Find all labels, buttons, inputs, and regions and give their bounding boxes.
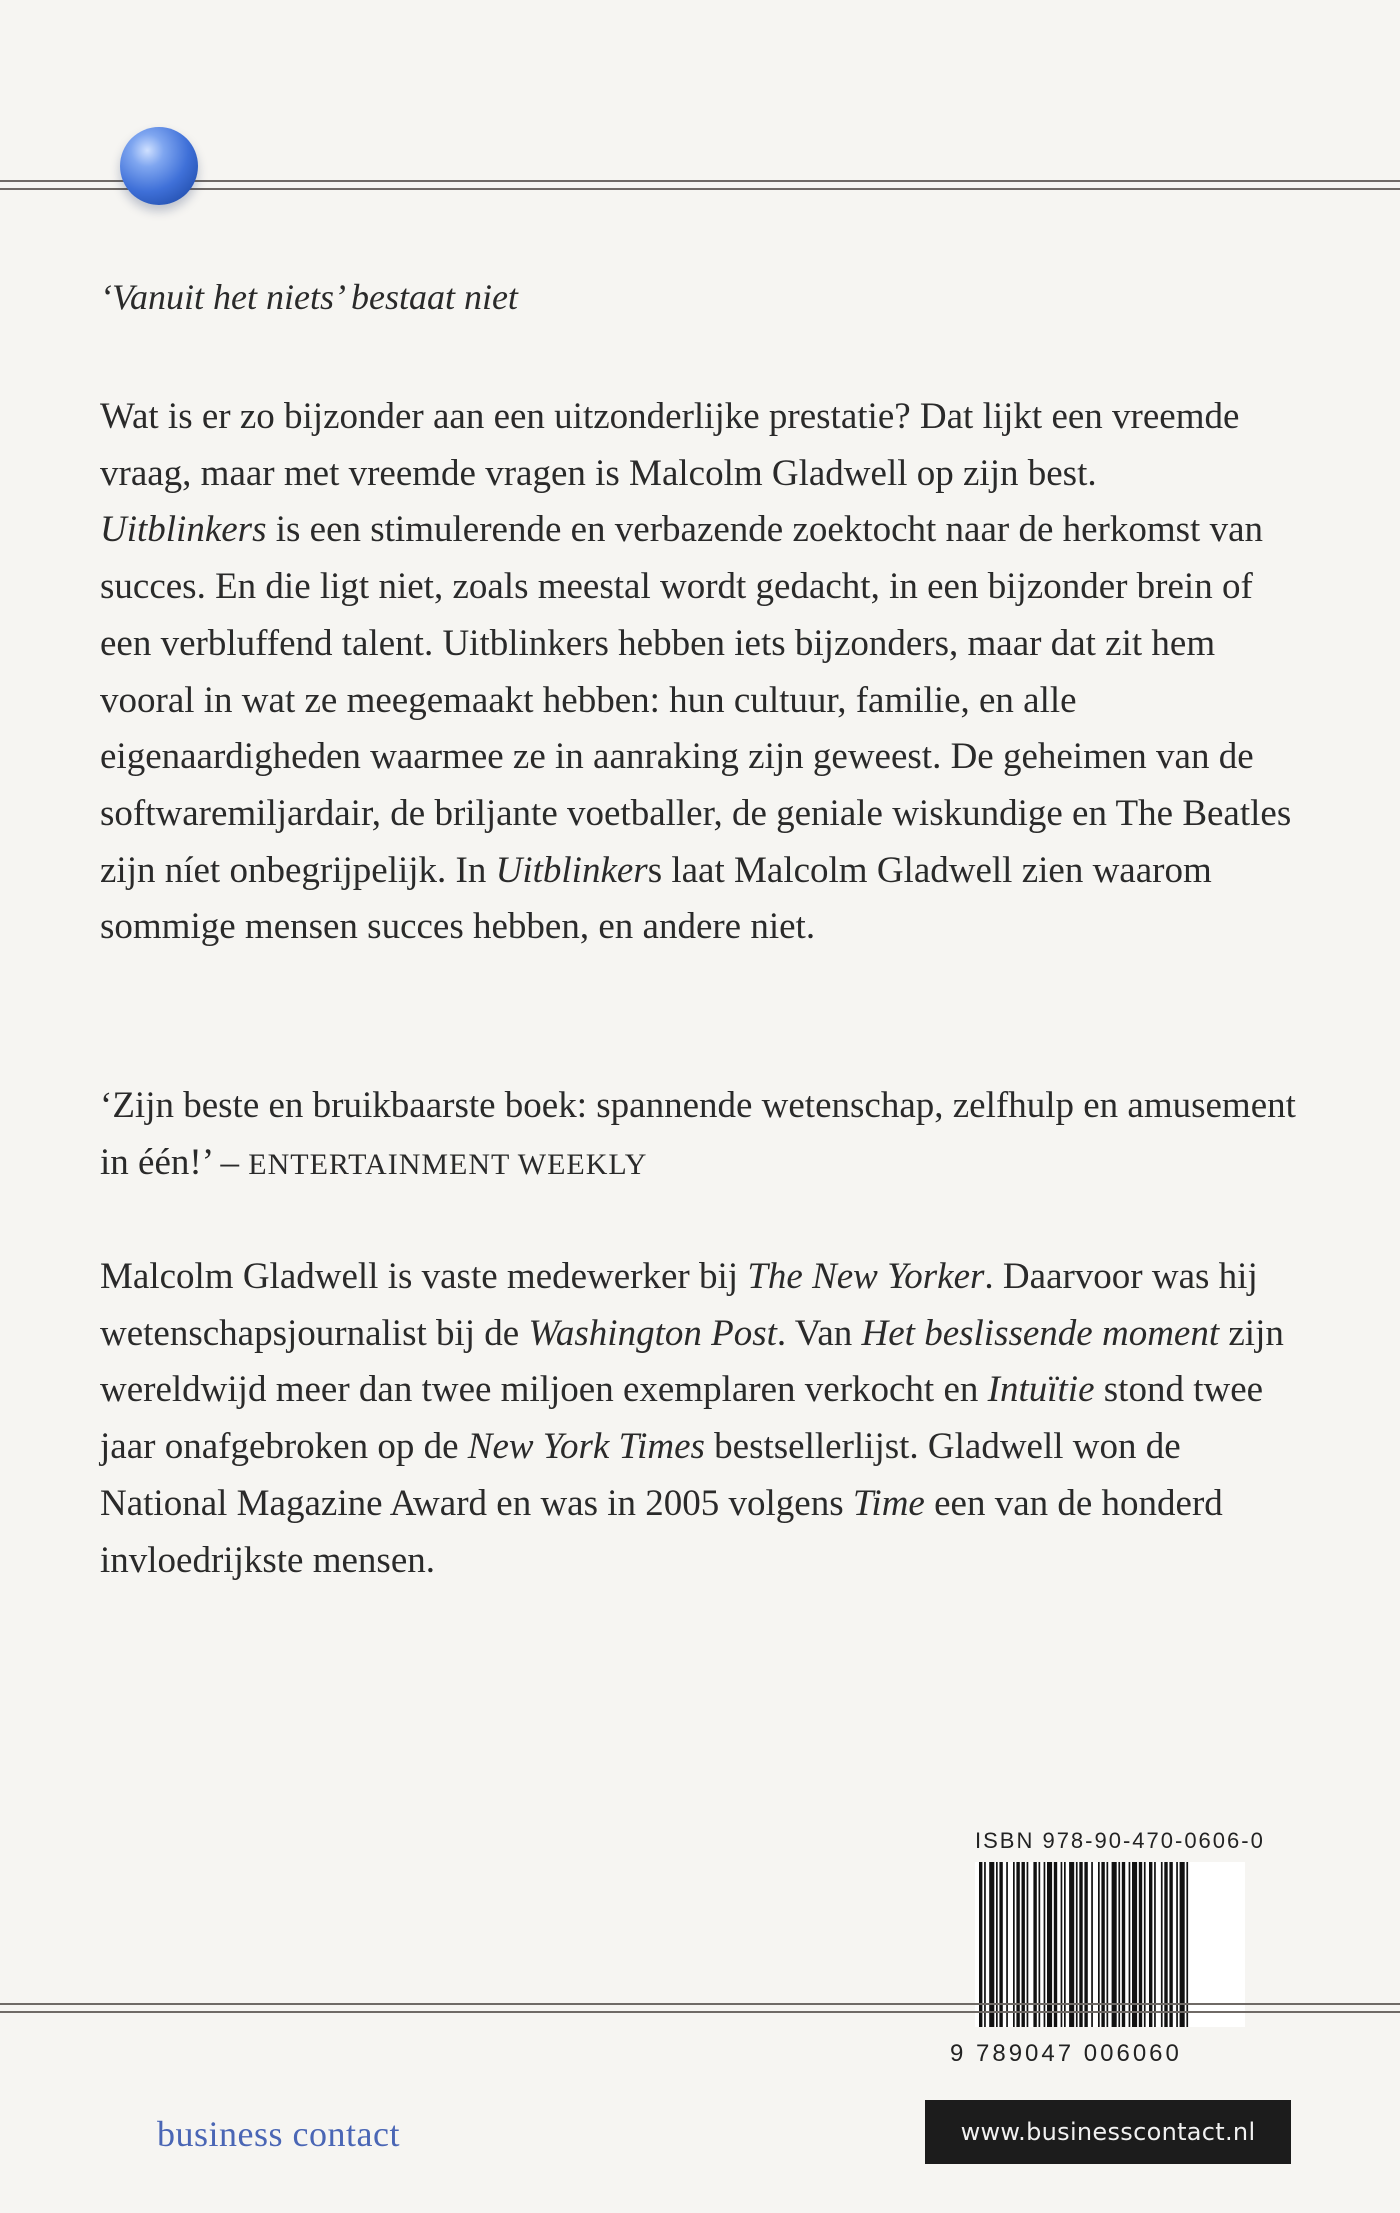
bio-title: Time — [852, 1482, 925, 1524]
bio-text: Malcolm Gladwell is vaste medewerker bij — [100, 1256, 748, 1297]
quote-source: ENTERTAINMENT WEEKLY — [248, 1147, 648, 1181]
book-title-inline: Uitblinker — [495, 849, 648, 891]
tagline: ‘Vanuit het niets’ bestaat niet — [100, 277, 518, 317]
quote-text: ‘Zijn beste en bruikbaarste boek: spannende wetenschap, zelfhulp en amusement in één!’ – — [100, 1085, 1296, 1183]
bio-title: The New Yorker — [747, 1256, 985, 1297]
blurb-text: is een stimulerende en verbazende zoektocht naar de herkomst van succes. En die ligt niet, zoals meestal wordt gedacht, in een bijzonder brein of een verbluffend talent. Uitblinkers hebben iets bijzonders, maar dat zit hem vooral in wat ze meegemaakt hebben: hun cultuur, familie, en alle eigenaardigheden waarmee ze in aanraking zijn geweest. De geheimen van de softwaremiljardair, de briljante voetballer, de geniale wiskundige en The Beatles zijn níet onbegrijpelijk. In — [100, 509, 1292, 891]
bottom-divider — [0, 2003, 1400, 2013]
book-title: Uitblinkers — [100, 509, 267, 551]
publisher-name: business contact — [157, 2114, 400, 2154]
bio-paragraph — [100, 1249, 1300, 1589]
blurb — [100, 389, 1300, 956]
bio-text: stond twee jaar onafgebroken op de — [100, 1369, 1264, 1468]
bio-title: Intuïtie — [987, 1369, 1095, 1411]
bio-title: New York Times — [467, 1426, 705, 1468]
review-quote — [100, 1078, 1300, 1193]
author-bio — [100, 1249, 1300, 1589]
blurb-text-end: s laat Malcolm Gladwell zien waarom sommige mensen succes hebben, en andere niet. — [100, 849, 1212, 948]
blue-marble-ball — [120, 127, 198, 205]
bio-text: een van de honderd invloedrijkste mensen. — [100, 1482, 1223, 1581]
blurb-paragraph-1: Wat is er zo bijzonder aan een uitzonderlijke prestatie? Dat lijkt een vreemde vraag, maar met vreemde vragen is Malcolm Gladwell op zijn best. — [100, 396, 1240, 494]
top-divider — [0, 180, 1400, 190]
website-badge: www.businesscontact.nl — [925, 2100, 1291, 2164]
quote-paragraph — [100, 1078, 1300, 1193]
bio-text: . Van — [776, 1312, 862, 1354]
bio-title: Washington Post — [528, 1312, 777, 1354]
bio-text: zijn wereldwijd meer dan twee miljoen exemplaren verkocht en — [100, 1312, 1284, 1411]
bio-text: . Daarvoor was hij wetenschapsjournalist bij de — [100, 1256, 1258, 1354]
barcode-digits: 9 789047 006060 — [950, 2040, 1250, 2068]
blurb-paragraph-2 — [100, 502, 1300, 956]
bio-text: bestsellerlijst. Gladwell won de National Magazine Award en was in 2005 volgens — [100, 1426, 1181, 1524]
bio-title: Het beslissende moment — [861, 1312, 1220, 1354]
isbn-label: ISBN 978-90-470-0606-0 — [975, 1828, 1265, 1853]
